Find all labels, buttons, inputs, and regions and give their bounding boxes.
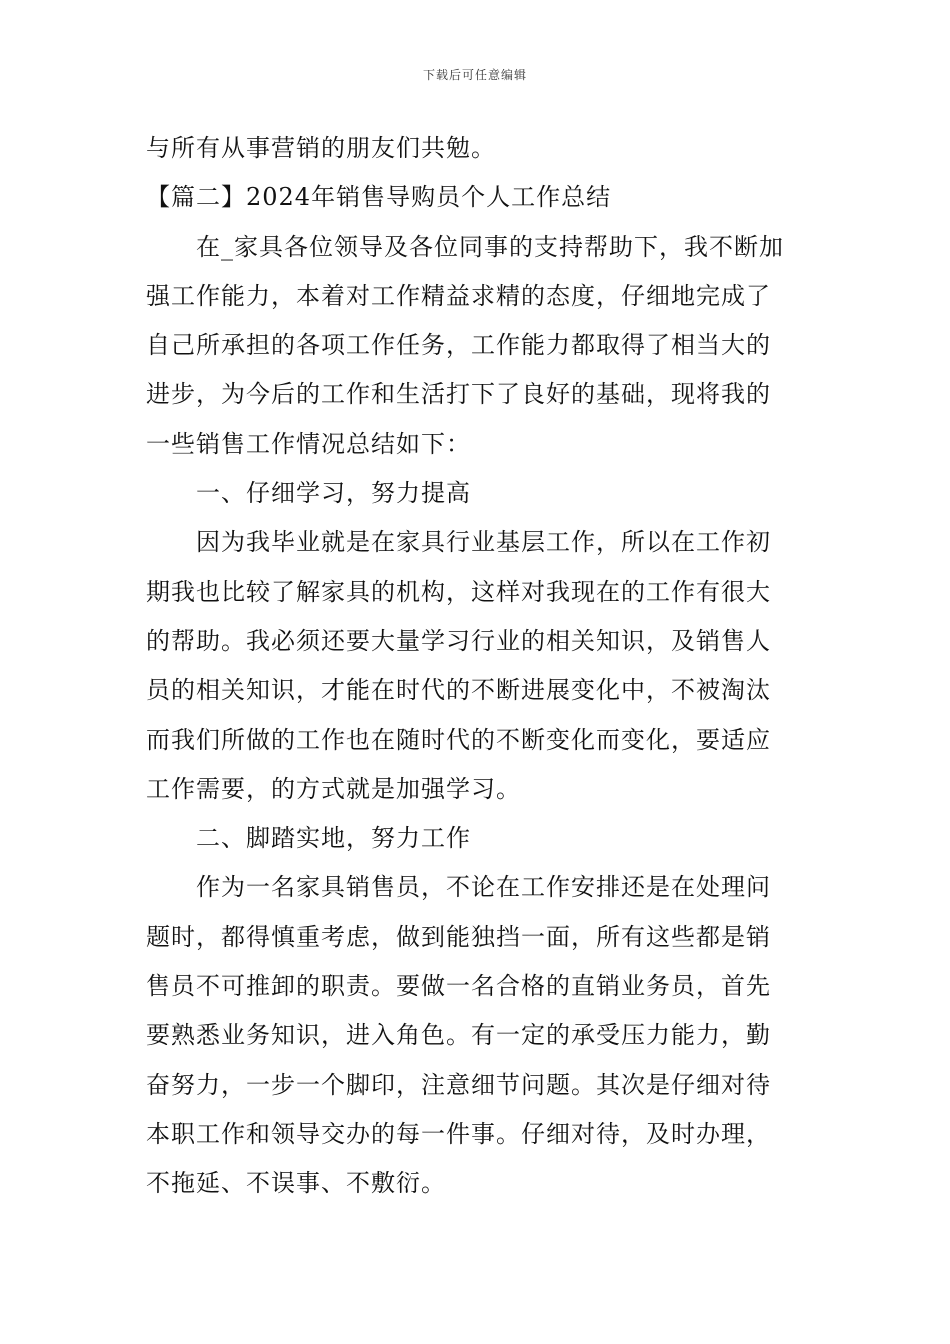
text-line: 员的相关知识，才能在时代的不断进展变化中，不被淘汰: [146, 676, 771, 705]
text-line: 不拖延、不误事、不敷衍。: [146, 1169, 446, 1198]
text-line: 奋努力，一步一个脚印，注意细节问题。其次是仔细对待: [146, 1070, 771, 1099]
text-line: 自己所承担的各项工作任务，工作能力都取得了相当大的: [146, 331, 771, 360]
section-title: 【篇二】2024年销售导购员个人工作总结: [146, 183, 612, 212]
text-line: 因为我毕业就是在家具行业基层工作，所以在工作初: [196, 528, 771, 557]
text-line: 一些销售工作情况总结如下：: [146, 429, 471, 458]
text-line: 售员不可推卸的职责。要做一名合格的直销业务员，首先: [146, 972, 771, 1001]
document-body: [146, 124, 806, 1209]
text-line: 题时，都得慎重考虑，做到能独挡一面，所有这些都是销: [146, 922, 771, 951]
text-line: 在_家具各位领导及各位同事的支持帮助下，我不断加: [196, 232, 784, 261]
text-line: 作为一名家具销售员，不论在工作安排还是在处理问: [196, 873, 771, 902]
text-line: 的帮助。我必须还要大量学习行业的相关知识，及销售人: [146, 626, 771, 655]
text-line: 要熟悉业务知识，进入角色。有一定的承受压力能力，勤: [146, 1021, 771, 1050]
page-header-note: 下载后可任意编辑: [422, 68, 527, 82]
text-line: 而我们所做的工作也在随时代的不断变化而变化，要适应: [146, 725, 771, 754]
subsection-heading: 一、仔细学习，努力提高: [196, 479, 471, 508]
text-line: 强工作能力，本着对工作精益求精的态度，仔细地完成了: [146, 281, 771, 310]
text-line: 与所有从事营销的朋友们共勉。: [146, 134, 496, 162]
text-line: 本职工作和领导交办的每一件事。仔细对待，及时办理，: [146, 1119, 771, 1148]
text-line: 工作需要，的方式就是加强学习。: [146, 774, 521, 803]
text-line: 期我也比较了解家具的机构，这样对我现在的工作有很大: [146, 577, 771, 606]
subsection-heading: 二、脚踏实地，努力工作: [196, 824, 471, 853]
text-line: 进步，为今后的工作和生活打下了良好的基础，现将我的: [146, 380, 771, 409]
